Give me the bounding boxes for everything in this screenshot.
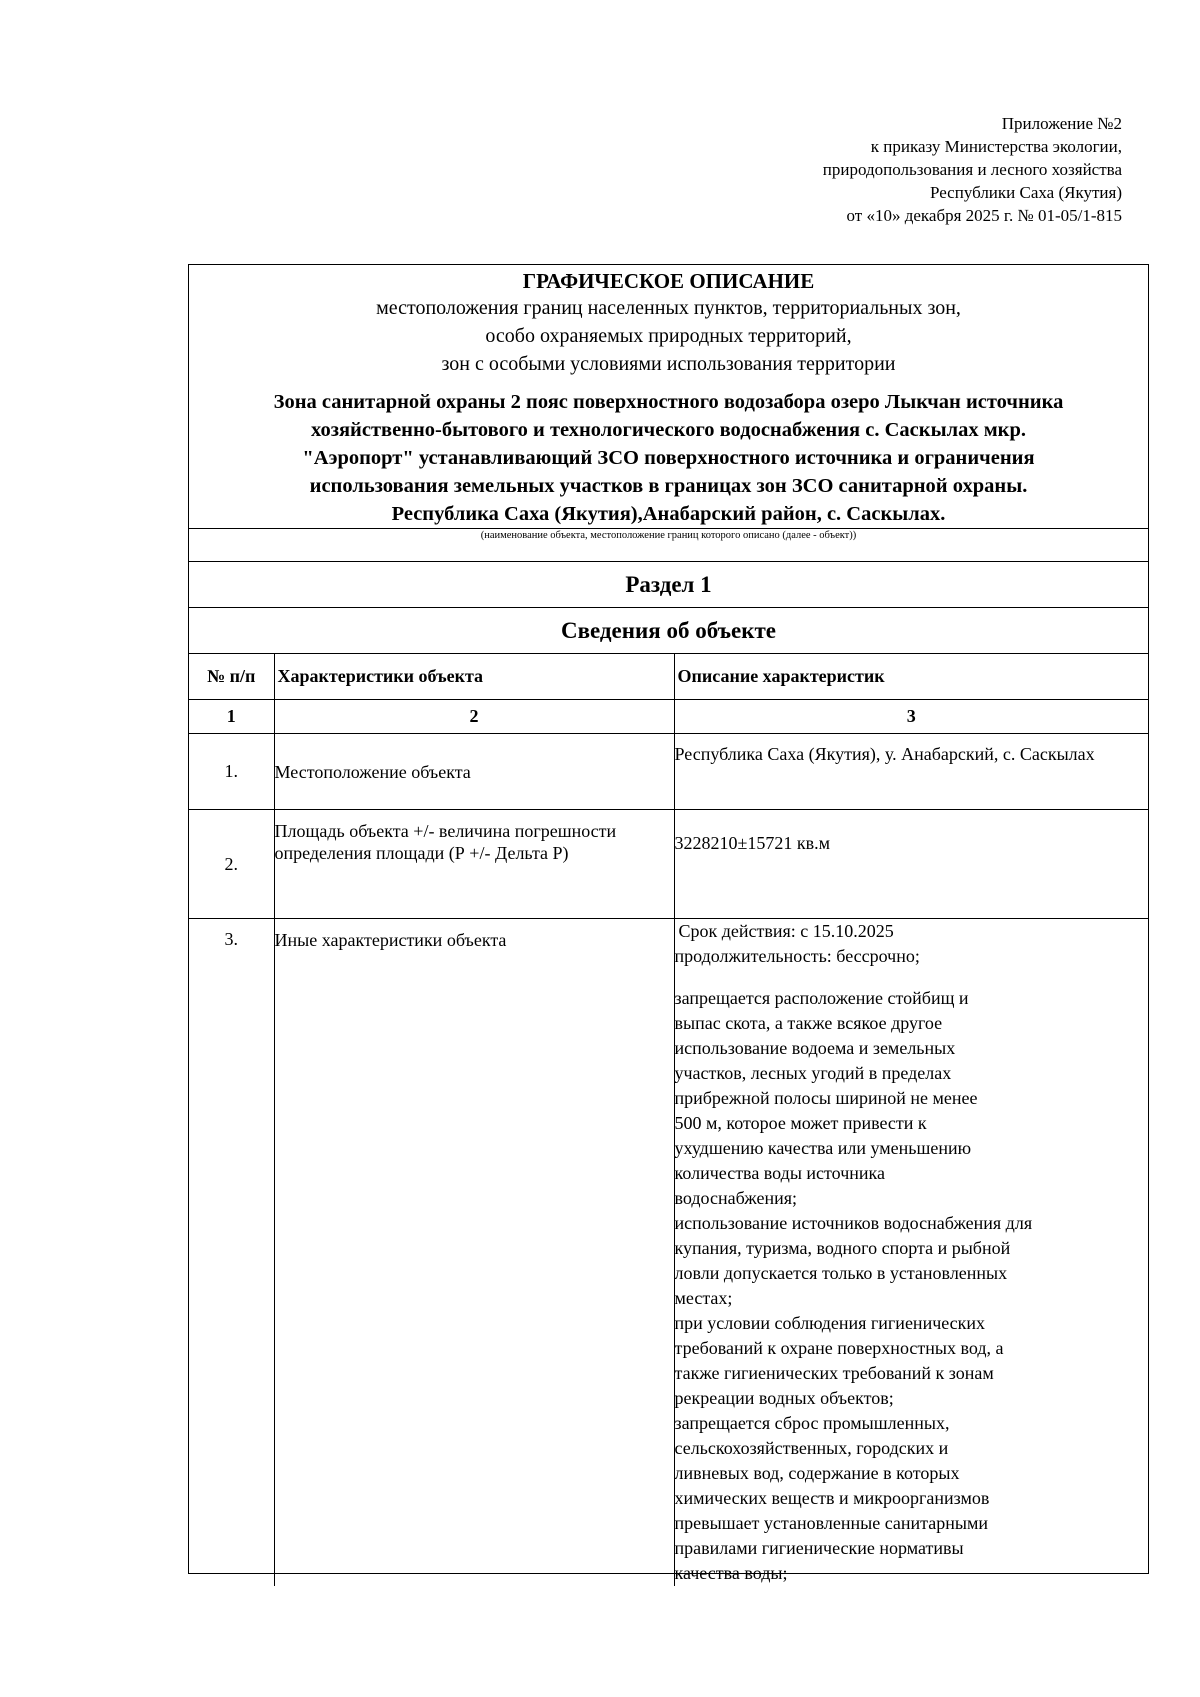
appendix-line: от «10» декабря 2025 г. № 01-05/1-815: [846, 206, 1122, 225]
row-description: [674, 919, 1148, 1587]
restriction-line: участков, лесных угодий в пределах: [674, 1063, 952, 1083]
document-header: [189, 265, 1148, 528]
restriction-line: ухудшению качества или уменьшению: [674, 1138, 972, 1158]
section-heading: Сведения об объекте: [189, 607, 1148, 653]
row-number: 2.: [189, 810, 274, 919]
restriction-line: требований к охране поверхностных вод, а: [674, 1338, 1004, 1358]
object-name-line: использования земельных участков в границах зон ЗСО санитарной охраны.: [309, 475, 1028, 497]
appendix-block: [823, 112, 1122, 227]
row-characteristic: Иные характеристики объекта: [274, 919, 674, 1587]
restriction-line: водоснабжения;: [674, 1188, 798, 1208]
object-name-caption: (наименование объекта, местоположение границ которого описано (далее - объект)): [189, 528, 1148, 561]
restriction-line: запрещается расположение стойбищ и: [674, 988, 969, 1008]
restriction-line: ливневых вод, содержание в которых: [674, 1463, 960, 1483]
column-index-row: [189, 700, 1148, 734]
restriction-line: выпас скота, а также всякое другое: [674, 1013, 943, 1033]
column-index: 2: [274, 700, 674, 734]
restrictions-list: [675, 986, 1149, 1586]
appendix-line: Приложение №2: [1001, 114, 1122, 133]
row-characteristic: Площадь объекта +/- величина погрешности определения площади (Р +/- Дельта Р): [274, 810, 674, 919]
restriction-line: также гигиенических требований к зонам: [674, 1363, 994, 1383]
appendix-line: к приказу Министерства экологии,: [870, 137, 1122, 156]
table-row: [189, 734, 1148, 810]
row-description: 3228210±15721 кв.м: [674, 810, 1148, 919]
restriction-line: использование источников водоснабжения для: [674, 1213, 1033, 1233]
restriction-line: использование водоема и земельных: [674, 1038, 956, 1058]
restriction-line: химических веществ и микроорганизмов: [674, 1488, 990, 1508]
validity-text: Срок действия: с 15.10.2025: [678, 921, 894, 941]
subtitle-line: зон с особыми условиями использования территории: [441, 353, 896, 375]
appendix-line: природопользования и лесного хозяйства: [822, 160, 1122, 179]
row-characteristic: Местоположение объекта: [274, 734, 674, 810]
object-info-table: [189, 653, 1148, 1586]
restriction-line: 500 м, которое может привести к: [674, 1113, 927, 1133]
subtitle-line: местоположения границ населенных пунктов, территориальных зон,: [376, 297, 961, 319]
subtitle-line: особо охраняемых природных территорий,: [485, 325, 852, 347]
restriction-line: местах;: [674, 1288, 733, 1308]
section-label: Раздел 1: [189, 561, 1148, 607]
object-name-line: "Аэропорт" устанавливающий ЗСО поверхностного источника и ограничения: [302, 447, 1035, 469]
document-frame: [188, 264, 1149, 1583]
restriction-line: превышает установленные санитарными: [674, 1513, 988, 1533]
restriction-line: прибрежной полосы шириной не менее: [674, 1088, 978, 1108]
restriction-line: качества воды;: [674, 1563, 788, 1583]
document-title: ГРАФИЧЕСКОЕ ОПИСАНИЕ: [522, 269, 815, 293]
restriction-line: запрещается сброс промышленных,: [674, 1413, 950, 1433]
duration-text: продолжительность: бессрочно;: [674, 946, 920, 966]
column-index: 3: [674, 700, 1148, 734]
restriction-line: сельскохозяйственных, городских и: [674, 1438, 949, 1458]
object-name-line: Республика Саха (Якутия),Анабарский район, с. Саскылах.: [391, 503, 946, 525]
restriction-line: купания, туризма, водного спорта и рыбной: [674, 1238, 1011, 1258]
column-header: Характеристики объекта: [274, 654, 674, 700]
column-header: Описание характеристик: [674, 654, 1148, 700]
row-number: 3.: [189, 919, 274, 1587]
table-row: [189, 919, 1148, 1587]
restriction-line: количества воды источника: [674, 1163, 885, 1183]
restriction-line: ловли допускается только в установленных: [674, 1263, 1008, 1283]
object-name-line: Зона санитарной охраны 2 пояс поверхностного водозабора озеро Лыкчан источника: [273, 391, 1064, 413]
restriction-line: правилами гигиенические нормативы: [674, 1538, 964, 1558]
column-index: 1: [189, 700, 274, 734]
appendix-line: Республики Саха (Якутия): [929, 183, 1122, 202]
object-name: [189, 388, 1148, 528]
table-row: [189, 810, 1148, 919]
restriction-line: рекреации водных объектов;: [674, 1388, 894, 1408]
row-description: Республика Саха (Якутия), у. Анабарский, с. Саскылах: [674, 734, 1148, 810]
object-name-line: хозяйственно-бытового и технологического водоснабжения с. Саскылах мкр.: [310, 419, 1027, 441]
table-header-row: [189, 654, 1148, 700]
restriction-line: при условии соблюдения гигиенических: [674, 1313, 986, 1333]
row-number: 1.: [189, 734, 274, 810]
column-header: № п/п: [189, 654, 274, 700]
